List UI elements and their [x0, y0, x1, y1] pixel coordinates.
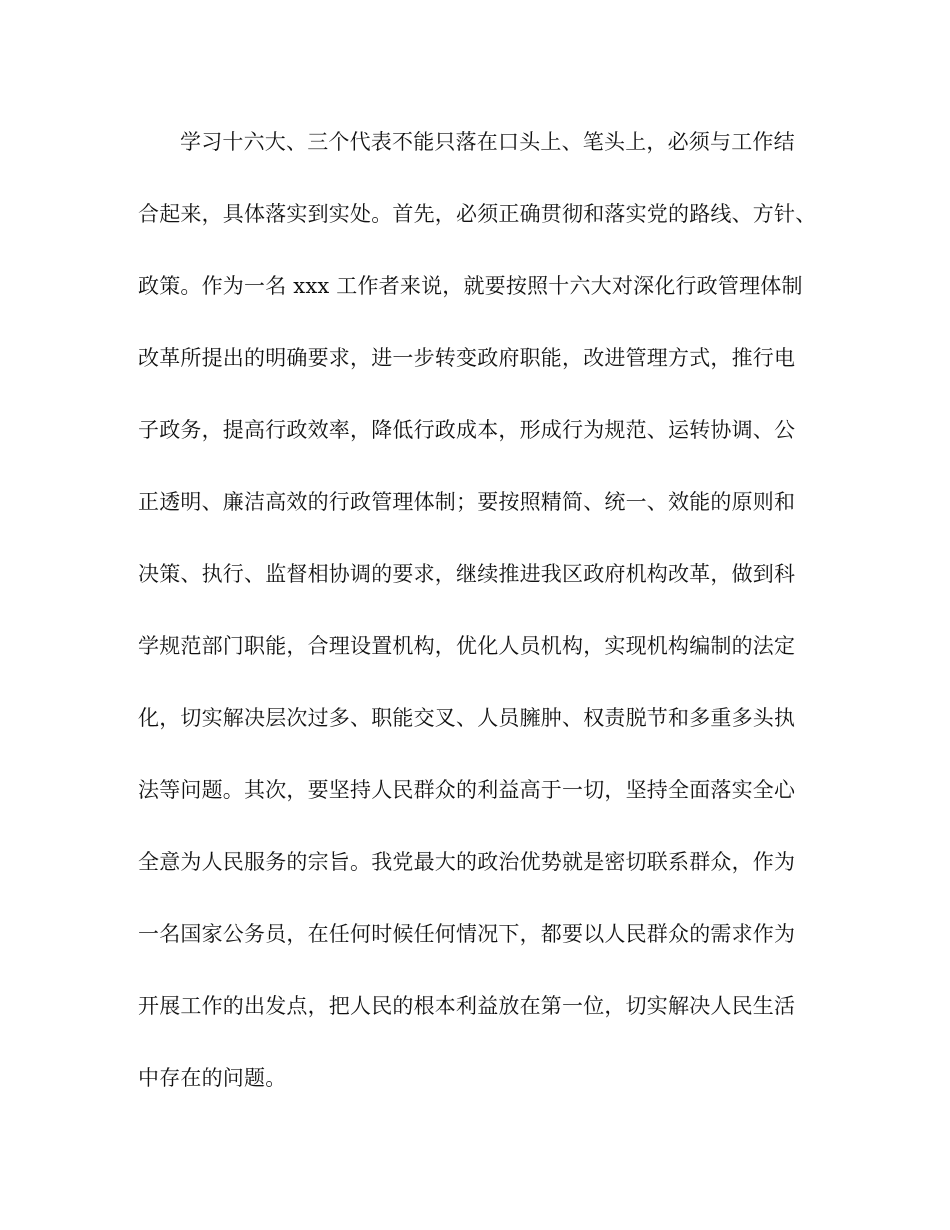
paragraph-line: 合起来，具体落实到实处。首先，必须正确贯彻和落实党的路线、方针、 [138, 202, 817, 226]
paragraph-line: 学习十六大、三个代表不能只落在口头上、笔头上，必须与工作结 [180, 130, 795, 154]
paragraph-line: 全意为人民服务的宗旨。我党最大的政治优势就是密切联系群众，作为 [138, 850, 796, 874]
paragraph-line: 学规范部门职能，合理设置机构，优化人员机构，实现机构编制的法定 [138, 634, 796, 658]
paragraph-line: 正透明、廉洁高效的行政管理体制；要按照精简、统一、效能的原则和 [138, 490, 796, 514]
paragraph-line: 改革所提出的明确要求，进一步转变政府职能，改进管理方式，推行电 [138, 346, 796, 370]
paragraph-line: 决策、执行、监督相协调的要求，继续推进我区政府机构改革，做到科 [138, 562, 796, 586]
paragraph-line: 一名国家公务员，在任何时候任何情况下，都要以人民群众的需求作为 [138, 922, 796, 946]
paragraph-line: 法等问题。其次，要坚持人民群众的利益高于一切，坚持全面落实全心 [138, 778, 796, 802]
paragraph-line: 化，切实解决层次过多、职能交叉、人员臃肿、权责脱节和多重多头执 [138, 706, 796, 730]
paragraph-line: 子政务，提高行政效率，降低行政成本，形成行为规范、运转协调、公 [138, 418, 796, 442]
paragraph-line: 政策。作为一名 xxx 工作者来说，就要按照十六大对深化行政管理体制 [138, 274, 803, 298]
body-paragraph [138, 124, 828, 1132]
paragraph-line: 中存在的问题。 [138, 1066, 287, 1090]
paragraph-line: 开展工作的出发点，把人民的根本利益放在第一位，切实解决人民生活 [138, 994, 796, 1018]
